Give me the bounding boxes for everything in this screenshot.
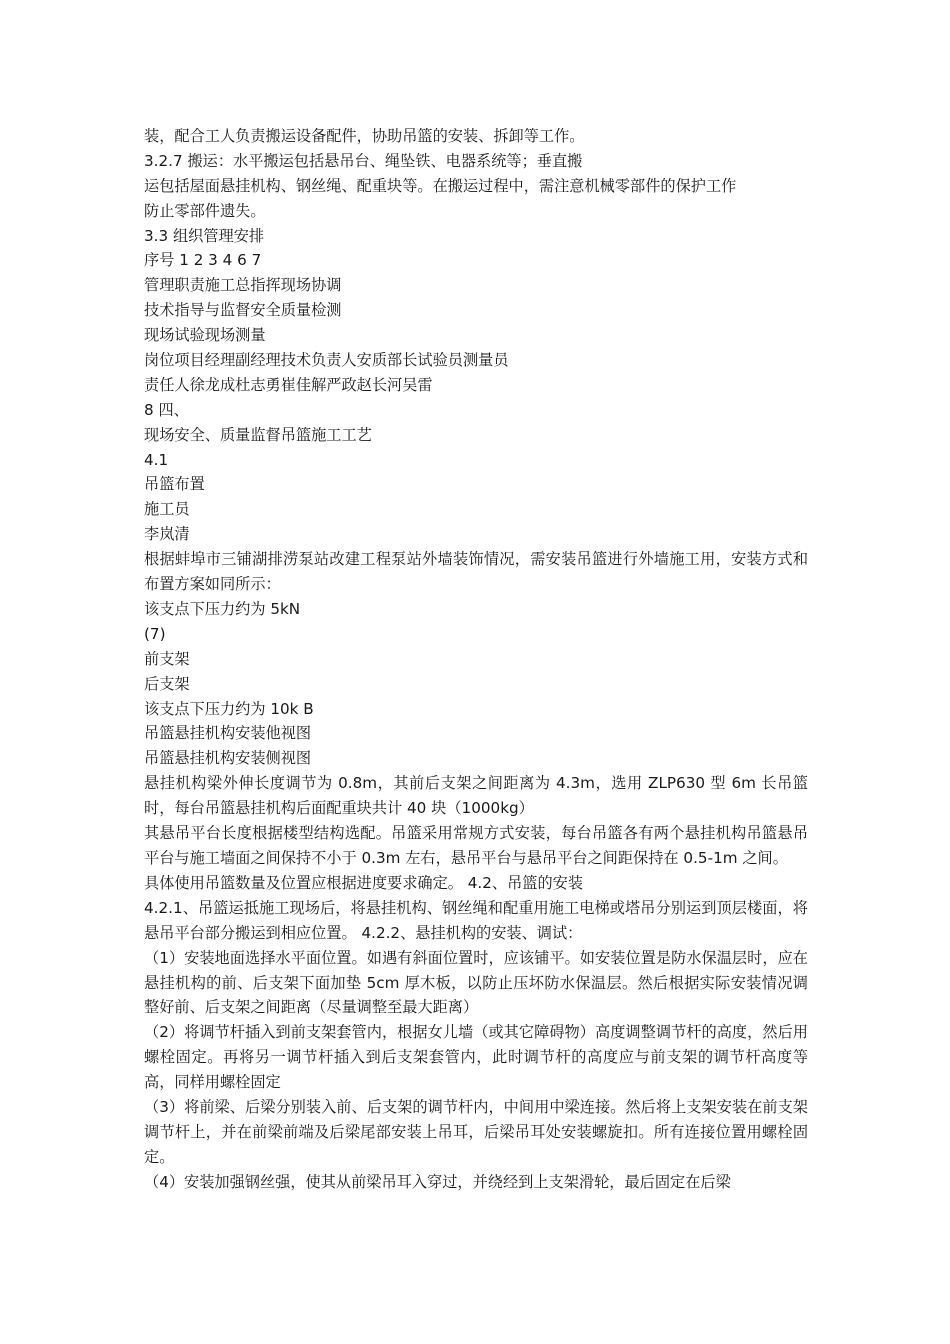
paragraph: （3）将前梁、后梁分别装入前、后支架的调节杆内，中间用中梁连接。然后将上支架安装在前支架调节杆上，并在前梁前端及后梁尾部安装上吊耳，后梁吊耳处安装螺旋扣。所有连接位置用螺栓固定。 bbox=[144, 1098, 808, 1166]
paragraph: 4.2.1、吊篮运抵施工现场后，将悬挂机构、钢丝绳和配重用施工电梯或塔吊分别运到顶层楼面，将悬吊平台部分搬运到相应位置。 4.2.2、悬挂机构的安装、调试： bbox=[144, 898, 808, 942]
text-line: 李岚清 bbox=[144, 525, 190, 544]
table-row-duty: 管理职责施工总指挥现场协调 bbox=[144, 276, 342, 295]
figure-label: 后支架 bbox=[144, 674, 190, 693]
paragraph: （2）将调节杆插入到前支架套管内，根据女儿墙（或其它障碍物）高度调整调节杆的高度，然后用螺栓固定。再将另一调节杆插入到后支架套管内，此时调节杆的高度应与前支架的调节杆高度等高，同样用螺栓固定 bbox=[144, 1023, 808, 1092]
section-heading: 现场安全、质量监督吊篮施工工艺 bbox=[144, 425, 372, 444]
paragraph: 悬挂机构梁外伸长度调节为 0.8m，其前后支架之间距离为 4.3m，选用 ZLP630 型 6m 长吊篮时，每台吊篮悬挂机构后面配重块共计 40 块（1000kg） bbox=[144, 774, 808, 818]
table-row-duty: 现场试验现场测量 bbox=[144, 326, 266, 345]
figure-label: 该支点下压力约为 10k B bbox=[144, 699, 314, 718]
paragraph: 根据蚌埠市三铺湖排涝泵站改建工程泵站外墙装饰情况，需安装吊篮进行外墙施工用，安装方式和布置方案如同所示： bbox=[144, 550, 808, 594]
table-row-number: 序号 1 2 3 4 6 7 bbox=[144, 251, 262, 270]
text-line: 装，配合工人负责搬运设备配件，协助吊篮的安装、拆卸等工作。 bbox=[144, 127, 585, 145]
figure-caption: 吊篮悬挂机构安装他视图 bbox=[144, 724, 312, 743]
text-line: 运包括屋面悬挂机构、钢丝绳、配重块等。在搬运过程中，需注意机械零部件的保护工作 bbox=[144, 176, 737, 195]
section-number: 4.1 bbox=[144, 450, 169, 469]
paragraph: 其悬吊平台长度根据楼型结构选配。吊篮采用常规方式安装，每台吊篮各有两个悬挂机构吊篮悬吊平台与施工墙面之间保持不小于 0.3m 左右，悬吊平台与悬吊平台之间距保持在 0.5-1m 之间。 bbox=[144, 824, 808, 868]
paragraph: （1）安装地面选择水平面位置。如遇有斜面位置时，应该铺平。如安装位置是防水保温层时，应在悬挂机构的前、后支架下面加垫 5cm 厚木板，以防止压坏防水保温层。然后根据实际安装情况调整好前、后支架之间距离（尽量调整至最大距离） bbox=[144, 948, 808, 1017]
section-heading: 吊篮布置 bbox=[144, 475, 205, 494]
figure-label: 前支架 bbox=[144, 649, 190, 668]
figure-label: 该支点下压力约为 5kN bbox=[144, 599, 301, 618]
text-line: 施工员 bbox=[144, 500, 190, 519]
paragraph: 具体使用吊篮数量及位置应根据进度要求确定。 4.2、吊篮的安装 bbox=[144, 873, 584, 892]
table-row-duty: 技术指导与监督安全质量检测 bbox=[144, 301, 342, 320]
section-heading: 3.3 组织管理安排 bbox=[144, 226, 265, 245]
document-body bbox=[144, 124, 808, 1195]
paragraph: （4）安装加强钢丝强，使其从前梁吊耳入穿过，并绕经到上支架滑轮，最后固定在后梁 bbox=[144, 1172, 731, 1191]
table-row-person: 责任人徐龙成杜志勇崔佳解严政赵长河吴雷 bbox=[144, 375, 433, 394]
figure-label: (7) bbox=[144, 624, 166, 643]
figure-caption: 吊篮悬挂机构安装侧视图 bbox=[144, 749, 312, 768]
text-line: 3.2.7 搬运：水平搬运包括悬吊台、绳坠铁、电器系统等；垂直搬 bbox=[144, 151, 583, 170]
table-row-position: 岗位项目经理副经理技术负责人安质部长试验员测量员 bbox=[144, 351, 509, 370]
text-line: 防止零部件遗失。 bbox=[144, 201, 266, 220]
text-line: 8 四、 bbox=[144, 400, 189, 419]
